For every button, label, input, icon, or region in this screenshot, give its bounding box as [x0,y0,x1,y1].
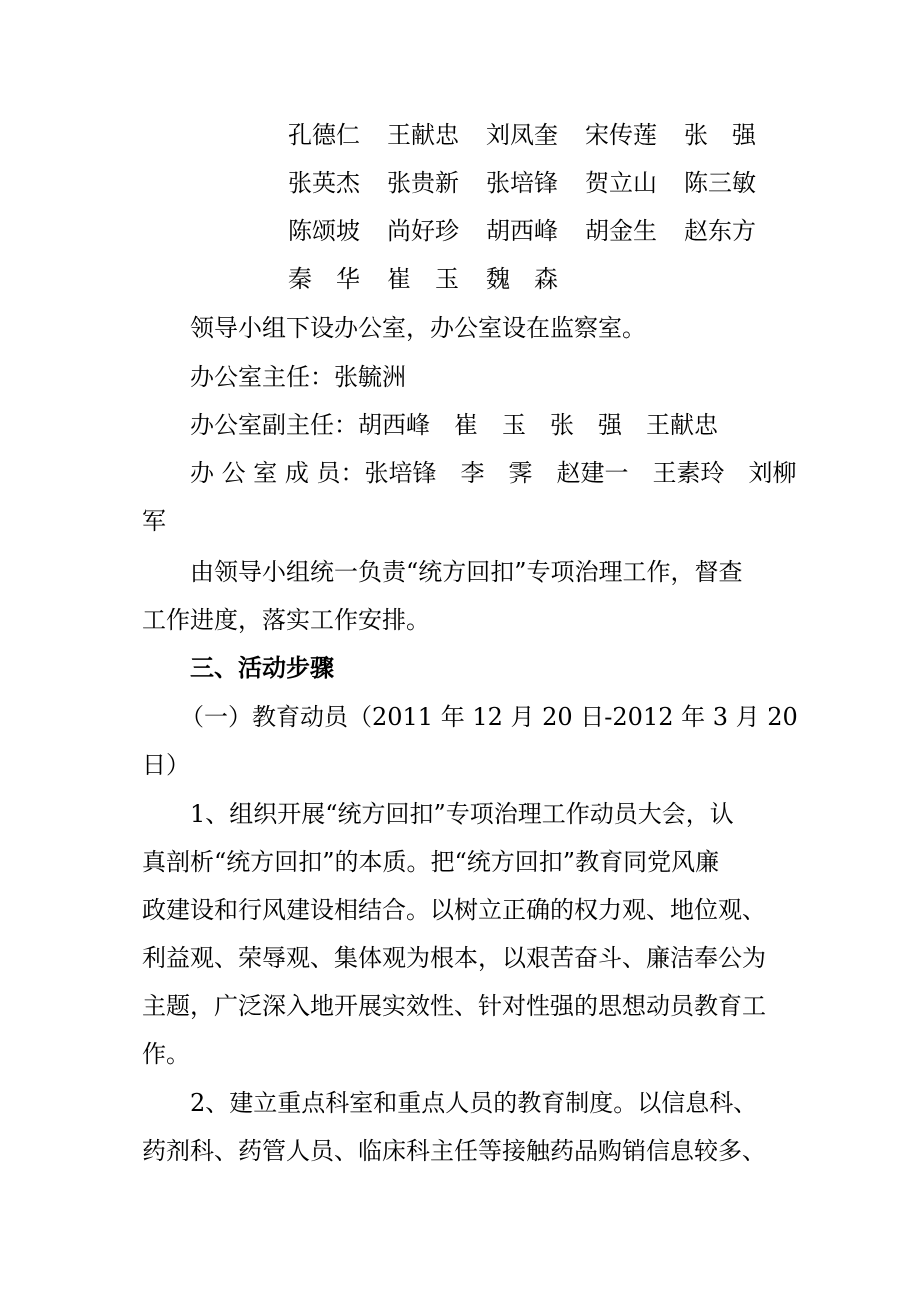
office-setup-text: 领导小组下设办公室，办公室设在监察室。 [190,314,646,342]
item1-paragraph-line: 主题，广泛深入地开展实效性、针对性强的思想动员教育工 [142,992,766,1020]
member-name: 陈颂坡 [288,217,360,245]
office-director-text: 办公室主任：张毓洲 [190,363,406,391]
member-row [288,167,783,199]
member-name: 张贵新 [387,169,459,197]
member-name: 王献忠 [387,121,459,149]
member-name: 崔 玉 [387,265,459,293]
office-members-text-cont: 军 [142,507,166,535]
office-deputy-text: 办公室副主任：胡西峰 崔 玉 张 强 王献忠 [190,411,718,439]
item1-paragraph-line: 作。 [142,1040,190,1068]
member-name: 张 强 [684,121,756,149]
member-name: 尚好珍 [387,217,459,245]
member-name: 秦 华 [288,265,360,293]
item2-paragraph-line: 药剂科、药管人员、临床科主任等接触药品购销信息较多、 [142,1137,766,1165]
member-name: 贺立山 [585,169,657,197]
member-name: 张英杰 [288,169,360,197]
member-name: 赵东方 [684,217,756,245]
item1-paragraph-line: 真剖析“统方回扣”的本质。把“统方回扣”教育同党风廉 [142,848,720,876]
item2-paragraph-line: 2、建立重点科室和重点人员的教育制度。以信息科、 [190,1089,758,1117]
responsibility-text-cont: 工作进度，落实工作安排。 [142,606,430,634]
item1-paragraph-line: 政建设和行风建设相结合。以树立正确的权力观、地位观、 [142,896,766,924]
member-row [288,119,783,151]
member-name: 宋传莲 [585,121,657,149]
member-name: 张培锋 [486,169,558,197]
member-name: 陈三敏 [684,169,756,197]
member-name: 胡西峰 [486,217,558,245]
phase-heading-cont: 日） [142,751,190,779]
member-name: 魏 森 [486,265,558,293]
member-name: 胡金生 [585,217,657,245]
item1-paragraph-line: 利益观、荣辱观、集体观为根本，以艰苦奋斗、廉洁奉公为 [142,944,766,972]
member-name: 刘凤奎 [486,121,558,149]
member-row [288,263,585,295]
member-row [288,215,783,247]
section-heading: 三、活动步骤 [190,654,334,682]
office-members-text: 办 公 室 成 员：张培锋 李 霁 赵建一 王素玲 刘柳 [190,459,797,487]
member-name: 孔德仁 [288,121,360,149]
responsibility-text: 由领导小组统一负责“统方回扣”专项治理工作，督查 [190,558,743,586]
item1-paragraph-line: 1、组织开展“统方回扣”专项治理工作动员大会，认 [190,800,734,828]
phase-heading: （一）教育动员（2011 年 12 月 20 日-2012 年 3 月 20 [180,703,798,731]
